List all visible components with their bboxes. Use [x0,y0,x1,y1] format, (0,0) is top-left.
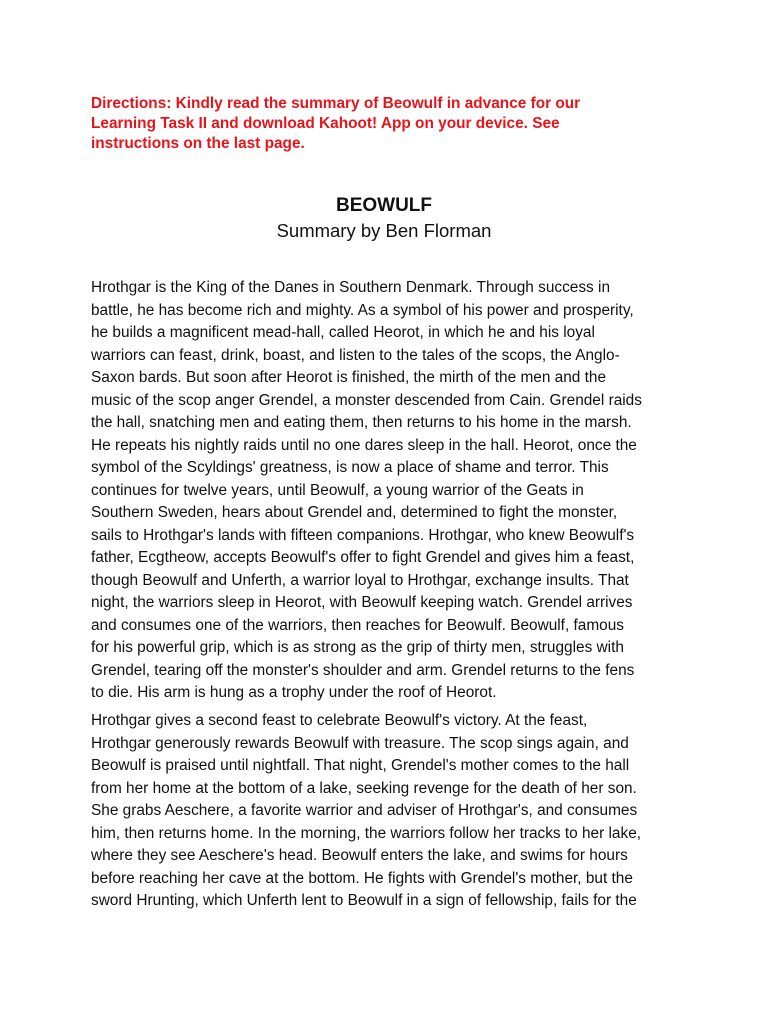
text-line: Hrothgar generously rewards Beowulf with treasure. The scop sings again, and [91,734,629,752]
text-line: before reaching her cave at the bottom. He fights with Grendel's mother, but the [91,869,633,887]
text-line: and consumes one of the warriors, then reaches for Beowulf. Beowulf, famous [91,616,624,634]
title-block [0,193,768,243]
text-line: Grendel, tearing off the monster's shoulder and arm. Grendel returns to the fens [91,661,635,679]
text-line: he builds a magnificent mead-hall, called Heorot, in which he and his loyal [91,324,595,341]
text-line: Hrothgar gives a second feast to celebrate Beowulf's victory. At the feast, [91,712,588,729]
text-line: warriors can feast, drink, boast, and listen to the tales of the scops, the Anglo- [91,346,620,364]
text-line: symbol of the Scyldings' greatness, is now a place of shame and terror. This [91,459,609,476]
directions-note [91,94,651,154]
text-line: from her home at the bottom of a lake, seeking revenge for the death of her son. [91,779,637,797]
text-line: the hall, snatching men and eating them, then returns to his home in the marsh. [91,414,632,431]
summary-paragraph-2 [91,710,691,913]
text-line: music of the scop anger Grendel, a monster descended from Cain. Grendel raids [91,391,642,409]
text-line: battle, he has become rich and mighty. As a symbol of his power and prosperity, [91,301,634,319]
text-line: Beowulf is praised until nightfall. That night, Grendel's mother comes to the hall [91,757,630,774]
text-line: Saxon bards. But soon after Heorot is finished, the mirth of the men and the [91,369,607,386]
text-line: He repeats his nightly raids until no one dares sleep in the hall. Heorot, once the [91,436,637,454]
text-line: She grabs Aeschere, a favorite warrior and adviser of Hrothgar's, and consumes [91,802,638,819]
text-line: for his powerful grip, which is as strong as the grip of thirty men, struggles with [91,639,624,656]
document-title: BEOWULF [335,195,433,216]
text-line: to die. His arm is hung as a trophy under the roof of Heorot. [91,684,497,701]
directions-line: Directions: Kindly read the summary of Beowulf in advance for our [91,95,581,112]
text-line: continues for twelve years, until Beowulf, a young warrior of the Geats in [91,481,584,499]
text-line: Southern Sweden, hears about Grendel and, determined to fight the monster, [91,504,618,521]
text-line: sails to Hrothgar's lands with fifteen companions. Hrothgar, who knew Beowulf's [91,526,635,544]
summary-paragraph-1 [91,277,691,705]
directions-line: Learning Task II and download Kahoot! App on your device. See [91,115,560,132]
document-subtitle: Summary by Ben Florman [276,220,492,241]
text-line: Hrothgar is the King of the Danes in Southern Denmark. Through success in [91,279,610,296]
text-line: sword Hrunting, which Unferth lent to Beowulf in a sign of fellowship, fails for the [91,892,637,909]
text-line: father, Ecgtheow, accepts Beowulf's offer to fight Grendel and gives him a feast, [91,549,635,566]
text-line: night, the warriors sleep in Heorot, with Beowulf keeping watch. Grendel arrives [91,594,633,611]
text-line: where they see Aeschere's head. Beowulf enters the lake, and swims for hours [91,847,628,864]
text-line: him, then returns home. In the morning, the warriors follow her tracks to her lake, [91,824,642,842]
text-line: though Beowulf and Unferth, a warrior loyal to Hrothgar, exchange insults. That [91,571,629,589]
directions-line: instructions on the last page. [91,135,305,152]
